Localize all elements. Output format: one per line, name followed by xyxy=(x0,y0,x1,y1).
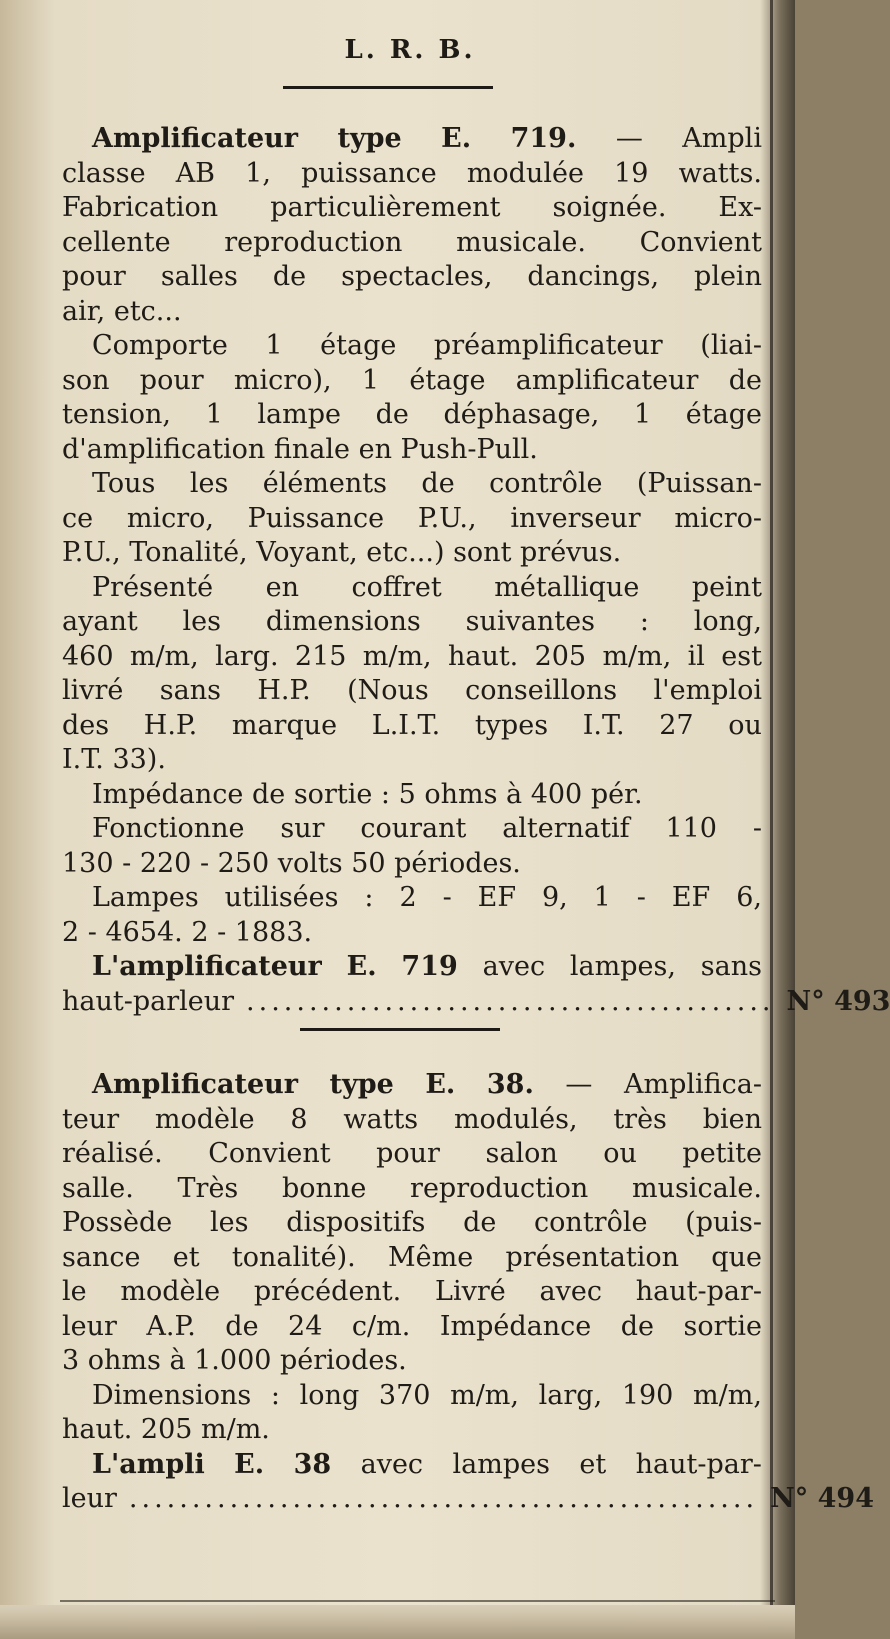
word: éléments xyxy=(262,468,387,499)
word: modèle xyxy=(120,1276,221,1307)
word: est xyxy=(721,640,762,672)
word: Tous xyxy=(92,468,156,499)
catalog-number: N° 494 xyxy=(770,1483,875,1514)
text-line xyxy=(62,778,762,813)
word: de xyxy=(421,468,455,499)
word: ou xyxy=(728,709,762,741)
word: tonalité). xyxy=(231,1241,356,1273)
text-line xyxy=(62,260,762,295)
price-dots: .......................................... xyxy=(246,986,775,1017)
word: c/m. xyxy=(351,1310,411,1342)
word: précédent. xyxy=(253,1276,402,1307)
word: m/m, xyxy=(693,1379,762,1411)
word: classe xyxy=(62,157,146,189)
word: AB xyxy=(175,157,216,189)
word: Ex- xyxy=(718,192,762,223)
text-line xyxy=(62,916,762,951)
text-line xyxy=(62,1275,762,1310)
word: E. xyxy=(441,123,472,154)
word: inverseur xyxy=(510,502,641,534)
word: et xyxy=(579,1448,607,1480)
text-line xyxy=(62,1379,762,1414)
word: de xyxy=(375,399,409,430)
word: Même xyxy=(388,1241,474,1273)
word: sans xyxy=(159,675,221,706)
word: - xyxy=(752,813,762,844)
word: marque xyxy=(231,709,338,741)
line-text: 130 - 220 - 250 volts 50 périodes. xyxy=(62,847,521,879)
word: : xyxy=(270,1379,281,1411)
word: 110 xyxy=(665,813,717,844)
word: (liai- xyxy=(700,330,762,361)
section-divider xyxy=(300,1028,500,1031)
text-line xyxy=(62,709,762,744)
word: reproduction xyxy=(224,226,403,258)
word: 1 xyxy=(361,364,380,396)
word: Impédance xyxy=(439,1310,592,1342)
catalog-number: N° 493 xyxy=(786,986,890,1017)
word: puissance xyxy=(301,157,437,189)
word: il xyxy=(687,640,705,672)
word: H.P. xyxy=(257,675,311,706)
word: petite xyxy=(682,1138,762,1169)
text-line xyxy=(62,571,762,606)
text-line xyxy=(62,1344,762,1379)
text-line xyxy=(62,122,762,157)
line-text: air, etc... xyxy=(62,295,182,327)
word: particulièrement xyxy=(270,192,501,223)
text-line xyxy=(62,1448,762,1483)
word: E. xyxy=(234,1448,265,1480)
text-line xyxy=(62,743,762,778)
word: A.P. xyxy=(146,1310,196,1342)
word: de xyxy=(728,364,762,396)
column-rule xyxy=(770,0,773,1639)
product-e719-price-line xyxy=(62,985,890,1020)
product-e38-description xyxy=(62,1068,762,1482)
word: m/m, xyxy=(362,640,432,672)
text-line xyxy=(62,640,762,675)
word: lampes, xyxy=(569,951,676,982)
word: sans xyxy=(700,951,762,982)
word: 215 xyxy=(294,640,347,672)
text-line xyxy=(62,398,762,433)
word: musicale. xyxy=(632,1172,762,1204)
word: contrôle xyxy=(489,468,603,499)
price-label: haut-parleur xyxy=(62,986,235,1017)
word: — xyxy=(615,123,643,154)
text-line xyxy=(62,950,762,985)
word: très xyxy=(613,1103,667,1135)
text-line xyxy=(62,191,762,226)
word: les xyxy=(182,606,222,637)
word: lampe xyxy=(257,399,341,430)
word: E. xyxy=(346,951,377,982)
word: — xyxy=(565,1069,593,1100)
text-line xyxy=(62,605,762,640)
word: Possède xyxy=(62,1207,173,1238)
word: sur xyxy=(280,813,325,844)
word: Amplifica- xyxy=(623,1069,762,1100)
word: 719. xyxy=(510,123,577,154)
word: 2 xyxy=(399,882,417,913)
word: Ampli xyxy=(682,123,762,154)
word: salon xyxy=(485,1138,558,1169)
page-bottom-edge xyxy=(0,1605,795,1639)
word: de xyxy=(463,1207,497,1238)
word: réalisé. xyxy=(62,1138,163,1169)
word: livré xyxy=(62,675,124,706)
word: - xyxy=(442,882,452,913)
text-line xyxy=(62,433,762,468)
word: long xyxy=(299,1379,360,1411)
word: dispositifs xyxy=(286,1207,426,1238)
word: lampes xyxy=(452,1448,550,1480)
word: 38. xyxy=(486,1069,534,1100)
word: musicale. xyxy=(456,226,586,258)
line-text: 2 - 4654. 2 - 1883. xyxy=(62,916,313,948)
word: conseillons xyxy=(465,675,618,706)
word: haut-par- xyxy=(635,1276,762,1307)
word: sance xyxy=(62,1241,141,1273)
bottom-rule xyxy=(60,1600,775,1602)
word: ou xyxy=(603,1138,637,1169)
page-header: L. R. B. xyxy=(344,35,476,65)
word: l'emploi xyxy=(653,675,762,706)
word: étage xyxy=(685,399,762,430)
word: son xyxy=(62,364,110,396)
word: 190 xyxy=(621,1379,674,1411)
word: 9, xyxy=(541,882,568,913)
word: P.U., xyxy=(417,502,477,534)
word: coffret xyxy=(351,571,442,603)
word: des xyxy=(62,709,110,741)
text-line xyxy=(62,847,762,882)
price-dots: .................................................. xyxy=(128,1483,759,1514)
text-line xyxy=(62,812,762,847)
word: m/m, xyxy=(602,640,672,672)
word: pour xyxy=(62,261,126,292)
text-line xyxy=(62,1241,762,1276)
word: 205 xyxy=(534,640,587,672)
word: avec xyxy=(482,951,546,982)
word: ce xyxy=(62,502,94,534)
word: : xyxy=(639,606,649,637)
word: peint xyxy=(691,571,762,603)
word: : xyxy=(364,882,374,913)
text-line xyxy=(62,295,762,330)
word: larg, xyxy=(538,1379,603,1411)
text-line xyxy=(62,1137,762,1172)
word: sortie xyxy=(683,1310,762,1342)
word: présentation xyxy=(505,1241,679,1273)
word: bonne xyxy=(282,1172,367,1204)
word: (puis- xyxy=(685,1207,762,1238)
line-text: P.U., Tonalité, Voyant, etc...) sont prévus. xyxy=(62,537,622,568)
word: Amplificateur xyxy=(92,123,298,154)
text-line xyxy=(62,1413,762,1448)
word: ayant xyxy=(62,606,138,637)
text-line xyxy=(62,1206,762,1241)
word: Livré xyxy=(435,1276,506,1307)
word: 24 xyxy=(288,1310,323,1342)
word: Lampes xyxy=(92,882,199,913)
word: dimensions xyxy=(265,606,421,637)
word: modulés, xyxy=(453,1103,578,1135)
word: Fonctionne xyxy=(92,813,245,844)
word: micro), xyxy=(233,364,332,396)
word: EF xyxy=(671,882,711,913)
text-line xyxy=(62,329,762,364)
word: m/m, xyxy=(129,640,199,672)
word: déphasage, xyxy=(443,399,600,430)
word: les xyxy=(189,468,229,499)
line-text: d'amplification finale en Push-Pull. xyxy=(62,433,538,465)
word: suivantes xyxy=(465,606,595,637)
word: watts xyxy=(343,1103,419,1135)
word: spectacles, xyxy=(341,261,493,292)
word: soignée. xyxy=(552,192,667,223)
product-e719-description xyxy=(62,122,762,985)
word: Amplificateur xyxy=(92,1069,298,1100)
word: avec xyxy=(539,1276,602,1307)
word: type xyxy=(337,123,402,154)
word: 19 xyxy=(614,157,649,189)
word: dancings, xyxy=(527,261,660,292)
word: long, xyxy=(693,606,762,637)
word: pour xyxy=(139,364,204,396)
line-text: I.T. 33). xyxy=(62,744,166,775)
word: Puissance xyxy=(247,502,385,534)
word: salles xyxy=(160,261,238,292)
text-line xyxy=(62,467,762,502)
word: Fabrication xyxy=(62,192,219,223)
word: bien xyxy=(702,1103,762,1135)
word: 460 xyxy=(62,640,114,672)
word: L'ampli xyxy=(92,1448,205,1480)
word: alternatif xyxy=(502,813,630,844)
word: 6, xyxy=(736,882,762,913)
line-text: Impédance de sortie : 5 ohms à 400 pér. xyxy=(92,778,643,810)
word: les xyxy=(210,1207,249,1238)
word: de xyxy=(272,261,307,292)
word: étage xyxy=(320,330,397,361)
word: haut. xyxy=(447,640,519,672)
word: reproduction xyxy=(410,1172,589,1204)
word: (Nous xyxy=(347,675,429,706)
word: utilisées xyxy=(224,882,339,913)
word: métallique xyxy=(494,571,640,603)
text-line xyxy=(62,1068,762,1103)
word: 370 xyxy=(378,1379,431,1411)
word: 1 xyxy=(633,399,652,430)
word: amplificateur xyxy=(515,364,699,396)
word: que xyxy=(711,1241,762,1273)
word: 1 xyxy=(205,399,223,430)
text-line xyxy=(62,1310,762,1345)
price-label: leur xyxy=(62,1483,117,1514)
word: L.I.T. xyxy=(371,709,441,741)
word: larg. xyxy=(215,640,279,672)
word: plein xyxy=(694,261,762,292)
text-line xyxy=(62,502,762,537)
word: préamplificateur xyxy=(433,330,663,361)
word: avec xyxy=(360,1448,424,1480)
word: Très xyxy=(177,1172,239,1204)
word: I.T. xyxy=(582,709,625,741)
word: tension, xyxy=(62,399,171,430)
word: Convient xyxy=(639,226,762,258)
text-line xyxy=(62,881,762,916)
word: modulée xyxy=(466,157,584,189)
word: modèle xyxy=(154,1103,255,1135)
word: leur xyxy=(62,1310,117,1342)
text-line xyxy=(62,364,762,399)
word: Présenté xyxy=(92,571,214,603)
text-line xyxy=(62,226,762,261)
word: le xyxy=(62,1276,87,1307)
word: Convient xyxy=(208,1138,331,1169)
text-line xyxy=(62,1172,762,1207)
word: Comporte xyxy=(92,330,228,361)
word: salle. xyxy=(62,1172,134,1204)
word: Dimensions xyxy=(92,1379,252,1411)
word: en xyxy=(265,571,299,603)
word: type xyxy=(329,1069,394,1100)
word: types xyxy=(474,709,549,741)
word: (Puissan- xyxy=(636,468,762,499)
word: m/m, xyxy=(450,1379,519,1411)
word: de xyxy=(620,1310,654,1342)
word: contrôle xyxy=(534,1207,648,1238)
word: courant xyxy=(360,813,467,844)
word: EF xyxy=(477,882,517,913)
word: et xyxy=(172,1241,200,1273)
word: étage xyxy=(409,364,486,396)
word: micro- xyxy=(674,502,762,534)
header-rule xyxy=(283,86,493,89)
word: watts. xyxy=(678,157,762,189)
word: cellente xyxy=(62,226,171,258)
word: pour xyxy=(376,1138,440,1169)
word: L'amplificateur xyxy=(92,951,322,982)
text-line xyxy=(62,536,762,571)
word: 1, xyxy=(245,157,271,189)
word: 1 xyxy=(593,882,611,913)
line-text: 3 ohms à 1.000 périodes. xyxy=(62,1345,407,1376)
text-line xyxy=(62,157,762,192)
word: 8 xyxy=(290,1103,308,1135)
text-line xyxy=(62,674,762,709)
word: 38 xyxy=(293,1448,332,1480)
word: - xyxy=(636,882,646,913)
product-e38-price-line xyxy=(62,1482,875,1517)
word: 719 xyxy=(401,951,458,982)
word: E. xyxy=(425,1069,456,1100)
word: de xyxy=(225,1310,259,1342)
word: micro, xyxy=(126,502,214,534)
word: H.P. xyxy=(143,709,198,741)
word: haut-par- xyxy=(635,1448,762,1480)
text-line xyxy=(62,1103,762,1138)
line-text: haut. 205 m/m. xyxy=(62,1414,270,1445)
word: teur xyxy=(62,1103,120,1135)
word: 27 xyxy=(659,709,694,741)
word: 1 xyxy=(265,330,283,361)
